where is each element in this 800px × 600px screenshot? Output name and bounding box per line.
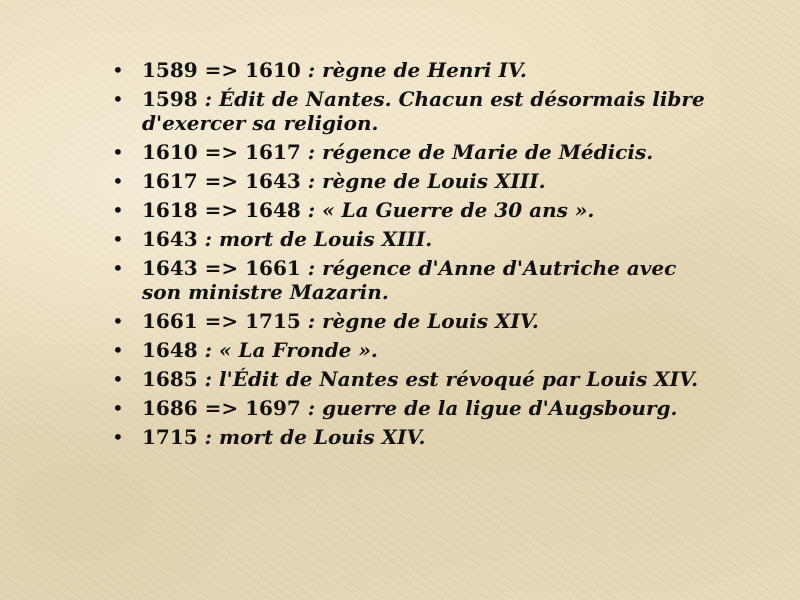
- list-item: [108, 169, 708, 193]
- list-item: [108, 309, 708, 333]
- event-description: : règne de Louis XIII.: [300, 169, 546, 193]
- bullet-icon: •: [112, 58, 124, 82]
- event-description: : « La Guerre de 30 ans ».: [300, 198, 595, 222]
- bullet-icon: •: [112, 140, 124, 164]
- event-date: 1685: [142, 367, 198, 391]
- event-date: 1589 => 1610: [142, 58, 301, 82]
- list-item: [108, 425, 708, 449]
- event-description: : guerre de la ligue d'Augsbourg.: [300, 396, 678, 420]
- event-description: : règne de Louis XIV.: [300, 309, 539, 333]
- list-item: [108, 198, 708, 222]
- event-date: 1598: [142, 87, 198, 111]
- event-date: 1648: [142, 338, 198, 362]
- bullet-icon: •: [112, 309, 124, 333]
- list-item: [108, 58, 708, 82]
- event-description: : l'Édit de Nantes est révoqué par Louis XIV.: [197, 367, 699, 391]
- list-item: [108, 140, 708, 164]
- bullet-icon: •: [112, 425, 124, 449]
- list-item: [108, 227, 708, 251]
- event-description: : régence d'Anne d'Autriche avec son ministre Mazarin.: [142, 256, 677, 304]
- list-item: [108, 396, 708, 420]
- bullet-icon: •: [112, 169, 124, 193]
- list-item: [108, 256, 708, 304]
- bullet-icon: •: [112, 227, 124, 251]
- bullet-icon: •: [112, 367, 124, 391]
- event-date: 1617 => 1643: [142, 169, 301, 193]
- event-description: : mort de Louis XIII.: [197, 227, 433, 251]
- event-description: : Édit de Nantes. Chacun est désormais libre d'exercer sa religion.: [142, 87, 705, 135]
- event-date: 1715: [142, 425, 198, 449]
- list-item: [108, 338, 708, 362]
- event-date: 1610 => 1617: [142, 140, 301, 164]
- bullet-icon: •: [112, 256, 124, 280]
- event-date: 1686 => 1697: [142, 396, 301, 420]
- event-description: : régence de Marie de Médicis.: [300, 140, 654, 164]
- event-description: : mort de Louis XIV.: [197, 425, 426, 449]
- event-date: 1618 => 1648: [142, 198, 301, 222]
- event-date: 1643 => 1661: [142, 256, 301, 280]
- event-date: 1643: [142, 227, 198, 251]
- list-item: [108, 87, 708, 135]
- event-date: 1661 => 1715: [142, 309, 301, 333]
- timeline-list: [108, 58, 708, 454]
- bullet-icon: •: [112, 338, 124, 362]
- list-item: [108, 367, 708, 391]
- bullet-icon: •: [112, 396, 124, 420]
- event-description: : « La Fronde ».: [197, 338, 378, 362]
- event-description: : règne de Henri IV.: [300, 58, 527, 82]
- bullet-icon: •: [112, 198, 124, 222]
- bullet-icon: •: [112, 87, 124, 111]
